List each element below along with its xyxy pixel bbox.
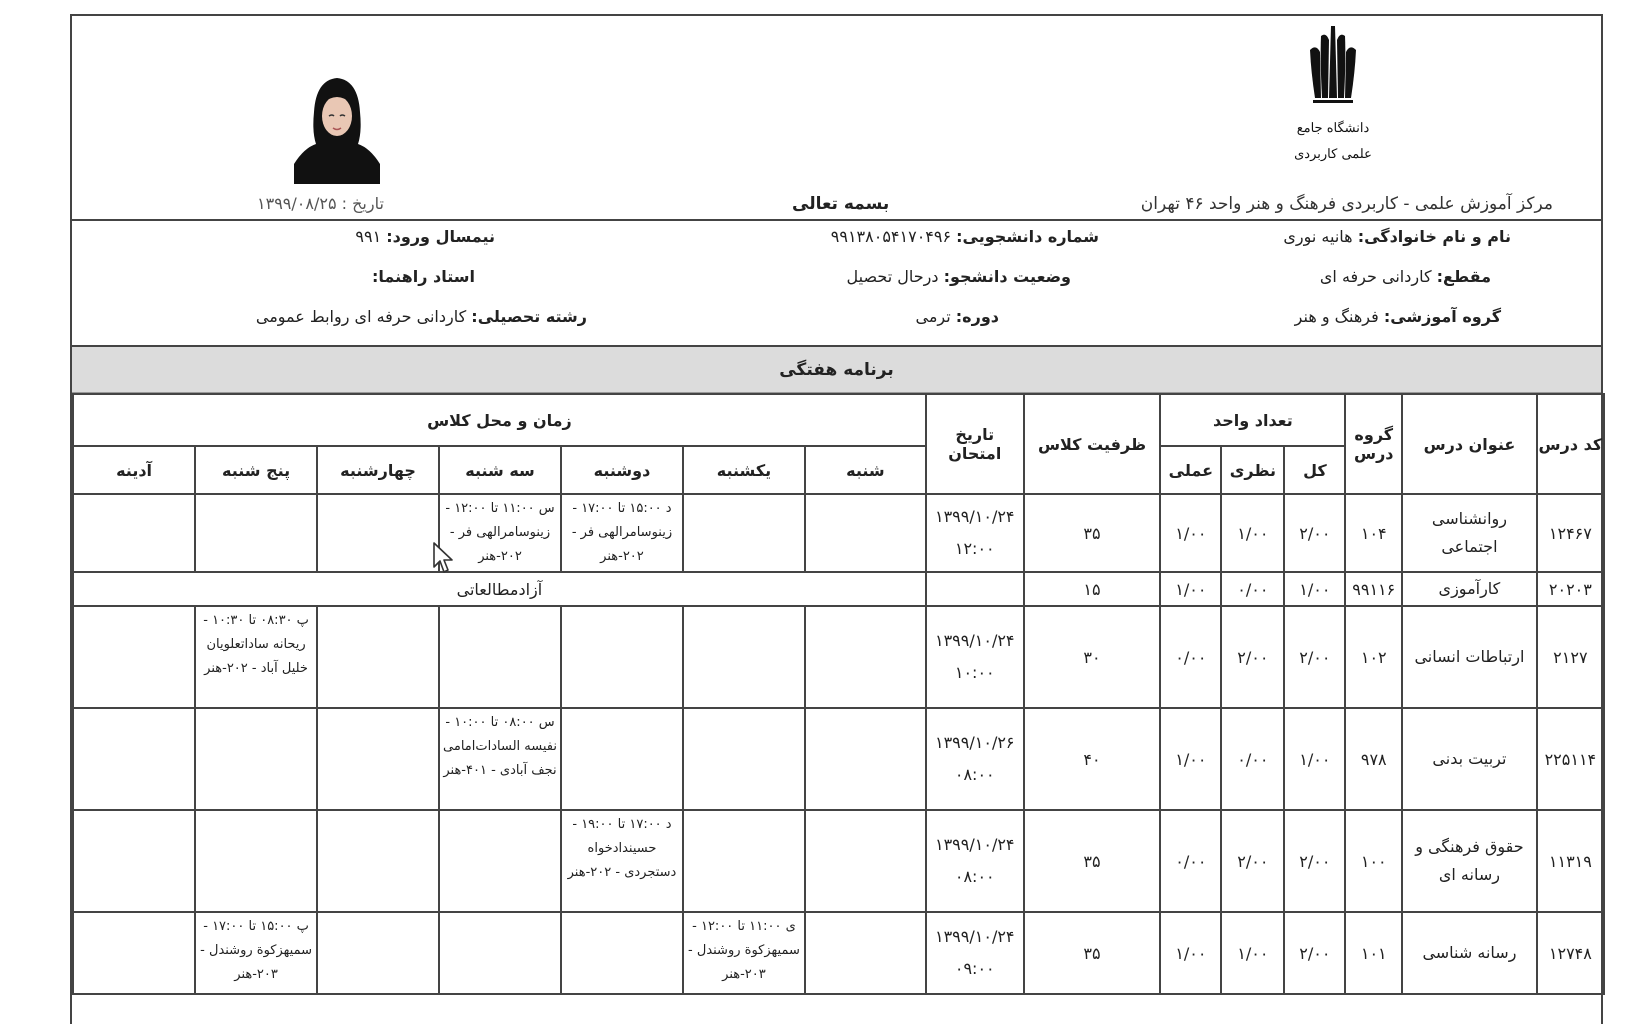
svg-text:علمی کاربردی: علمی کاربردی xyxy=(1294,147,1372,162)
cell-units-theory: ۰/۰۰ xyxy=(1221,572,1284,606)
cell-units-total: ۲/۰۰ xyxy=(1284,810,1345,912)
cell-units-total: ۲/۰۰ xyxy=(1284,912,1345,994)
cell-exam-date: ۱۳۹۹/۱۰/۲۴ ۱۰:۰۰ xyxy=(926,606,1024,708)
table-row xyxy=(73,810,1604,912)
cell-units-theory: ۱/۰۰ xyxy=(1221,494,1284,572)
cell-capacity: ۳۵ xyxy=(1024,494,1161,572)
header-day-friday: آدینه xyxy=(73,446,195,494)
header-day-monday: دوشنبه xyxy=(561,446,683,494)
header-units-practical: عملی xyxy=(1160,446,1221,494)
slot-text xyxy=(806,913,925,917)
svg-text:دانشگاه جامع: دانشگاه جامع xyxy=(1296,121,1370,136)
cell-course-title: کارآموزی xyxy=(1402,572,1537,606)
header-day-wednesday: چهارشنبه xyxy=(317,446,439,494)
slot-text xyxy=(806,607,925,611)
basmala-heading: بسمه تعالی xyxy=(792,194,890,214)
student-number: شماره دانشجویی: ۹۹۱۳۸۰۵۴۱۷۰۴۹۶ xyxy=(830,227,1099,246)
cell-slot-thursday xyxy=(195,494,317,572)
cell-exam-date: ۱۳۹۹/۱۰/۲۴ ۰۸:۰۰ xyxy=(926,810,1024,912)
cell-course-group: ۱۰۰ xyxy=(1345,810,1402,912)
cell-slot-tuesday xyxy=(439,912,561,994)
header-units-theory: نظری xyxy=(1221,446,1284,494)
header-exam-date: تاریخ امتحان xyxy=(926,394,1024,494)
cell-course-group: ۱۰۱ xyxy=(1345,912,1402,994)
header-day-thursday: پنج شنبه xyxy=(195,446,317,494)
slot-text xyxy=(74,913,194,917)
cell-slot-tuesday xyxy=(439,708,561,810)
degree-level: مقطع: کاردانی حرفه ای xyxy=(1319,267,1491,286)
cell-slot-sunday xyxy=(683,810,805,912)
slot-text: پ ۱۵:۰۰ تا ۱۷:۰۰ - سمیهزکوة روشندل - ۲۰۳-هنر xyxy=(200,919,312,982)
cell-slot-sunday xyxy=(683,494,805,572)
cell-course-code: ۲۲۵۱۱۴ xyxy=(1537,708,1604,810)
slot-text xyxy=(684,811,804,815)
cell-slot-monday xyxy=(561,708,683,810)
slot-text xyxy=(318,913,438,917)
header-day-sunday: یکشنبه xyxy=(683,446,805,494)
cell-slot-thursday xyxy=(195,606,317,708)
slot-text xyxy=(440,811,560,815)
cell-course-title: تربیت بدنی xyxy=(1402,708,1537,810)
cell-slot-friday xyxy=(73,494,195,572)
cell-units-practical: ۰/۰۰ xyxy=(1160,606,1221,708)
cell-slot-wednesday xyxy=(317,606,439,708)
header-course-title: عنوان درس xyxy=(1402,394,1537,494)
slot-text xyxy=(74,709,194,713)
slot-text: س ۰۸:۰۰ تا ۱۰:۰۰ - نفیسه السادات‌امامی نجف آبادی - ۴۰۱-هنر xyxy=(443,715,557,778)
print-date: تاریخ : ۱۳۹۹/۰۸/۲۵ xyxy=(257,194,384,213)
header-course-group: گروه درس xyxy=(1345,394,1402,494)
slot-text: ی ۱۱:۰۰ تا ۱۲:۰۰ - سمیهزکوة روشندل - ۲۰۳-هنر xyxy=(688,919,800,982)
document-header xyxy=(72,16,1601,221)
cell-capacity: ۳۰ xyxy=(1024,606,1161,708)
header-time-place: زمان و محل کلاس xyxy=(73,394,926,446)
slot-text xyxy=(562,607,682,611)
cell-slot-thursday xyxy=(195,810,317,912)
cell-capacity: ۱۵ xyxy=(1024,572,1161,606)
cell-free-study: آزادمطالعاتی xyxy=(73,572,926,606)
cell-exam-date: ۱۳۹۹/۱۰/۲۶ ۰۸:۰۰ xyxy=(926,708,1024,810)
slot-text xyxy=(684,607,804,611)
slot-text xyxy=(440,913,560,917)
header-day-tuesday: سه شنبه xyxy=(439,446,561,494)
student-info xyxy=(72,221,1601,347)
cell-slot-tuesday xyxy=(439,606,561,708)
cell-slot-monday xyxy=(561,606,683,708)
cell-units-theory: ۰/۰۰ xyxy=(1221,708,1284,810)
cell-slot-friday xyxy=(73,606,195,708)
cell-slot-thursday xyxy=(195,912,317,994)
slot-text xyxy=(562,913,682,917)
cell-slot-thursday xyxy=(195,708,317,810)
cell-slot-sunday xyxy=(683,708,805,810)
cell-units-practical: ۰/۰۰ xyxy=(1160,810,1221,912)
slot-text xyxy=(318,607,438,611)
cell-units-practical: ۱/۰۰ xyxy=(1160,572,1221,606)
slot-text xyxy=(440,607,560,611)
study-period: دوره: ترمی xyxy=(915,307,999,326)
cell-capacity: ۳۵ xyxy=(1024,912,1161,994)
slot-text xyxy=(318,811,438,815)
cell-slot-tuesday xyxy=(439,494,561,572)
cell-slot-friday xyxy=(73,810,195,912)
cell-exam-date xyxy=(926,572,1024,606)
table-row xyxy=(73,912,1604,994)
cell-course-group: ۱۰۴ xyxy=(1345,494,1402,572)
center-name: مرکز آموزش علمی - کاربردی فرهنگ و هنر واحد ۴۶ تهران xyxy=(1140,194,1553,214)
cell-slot-saturday xyxy=(805,912,926,994)
cell-slot-tuesday xyxy=(439,810,561,912)
slot-text xyxy=(74,495,194,499)
cell-units-total: ۱/۰۰ xyxy=(1284,572,1345,606)
cell-slot-wednesday xyxy=(317,810,439,912)
cell-course-title: ارتباطات انسانی xyxy=(1402,606,1537,708)
slot-text xyxy=(74,607,194,611)
cell-course-title: حقوق فرهنگی و رسانه ای xyxy=(1402,810,1537,912)
header-units: تعداد واحد xyxy=(1160,394,1345,446)
cell-course-group: ۱۰۲ xyxy=(1345,606,1402,708)
header-capacity: ظرفیت کلاس xyxy=(1024,394,1161,494)
slot-text xyxy=(806,495,925,499)
registration-document xyxy=(70,14,1603,1024)
slot-text xyxy=(684,709,804,713)
slot-text xyxy=(196,811,316,815)
cell-course-code: ۲۱۲۷ xyxy=(1537,606,1604,708)
cell-course-code: ۱۲۷۴۸ xyxy=(1537,912,1604,994)
slot-text xyxy=(806,811,925,815)
cell-course-title: رسانه شناسی xyxy=(1402,912,1537,994)
student-name: نام و نام خانوادگی: هانیه نوری xyxy=(1283,227,1511,246)
cell-exam-date: ۱۳۹۹/۱۰/۲۴ ۱۲:۰۰ xyxy=(926,494,1024,572)
cell-course-group: ۹۹۱۱۶ xyxy=(1345,572,1402,606)
slot-text xyxy=(684,495,804,499)
slot-text: پ ۰۸:۳۰ تا ۱۰:۳۰ - ریحانه ساداتعلویان خلیل آباد - ۲۰۲-هنر xyxy=(203,613,309,676)
university-logo-icon xyxy=(1293,20,1373,180)
cell-slot-sunday xyxy=(683,606,805,708)
cell-units-practical: ۱/۰۰ xyxy=(1160,494,1221,572)
cell-units-total: ۱/۰۰ xyxy=(1284,708,1345,810)
table-row xyxy=(73,494,1604,572)
cell-slot-sunday xyxy=(683,912,805,994)
table-row xyxy=(73,572,1604,606)
cell-course-group: ۹۷۸ xyxy=(1345,708,1402,810)
cell-units-practical: ۱/۰۰ xyxy=(1160,708,1221,810)
cell-units-practical: ۱/۰۰ xyxy=(1160,912,1221,994)
slot-text: س ۱۱:۰۰ تا ۱۲:۰۰ - زینوسامرالهی فر - ۲۰۲-هنر xyxy=(445,501,555,564)
cell-slot-wednesday xyxy=(317,912,439,994)
slot-text: د ۱۷:۰۰ تا ۱۹:۰۰ - حسیندادخواه دستجردی - ۲۰۲-هنر xyxy=(567,817,677,880)
header-day-saturday: شنبه xyxy=(805,446,926,494)
table-row xyxy=(73,708,1604,810)
table-row xyxy=(73,606,1604,708)
slot-text xyxy=(318,495,438,499)
cell-capacity: ۴۰ xyxy=(1024,708,1161,810)
slot-text xyxy=(74,811,194,815)
cell-slot-friday xyxy=(73,708,195,810)
cell-course-code: ۱۲۴۶۷ xyxy=(1537,494,1604,572)
cell-slot-monday xyxy=(561,494,683,572)
slot-text xyxy=(196,709,316,713)
cell-course-title: روانشناسی اجتماعی xyxy=(1402,494,1537,572)
slot-text xyxy=(806,709,925,713)
slot-text xyxy=(318,709,438,713)
cell-slot-monday xyxy=(561,810,683,912)
header-units-total: کل xyxy=(1284,446,1345,494)
advisor: استاد راهنما: xyxy=(372,267,475,286)
slot-text xyxy=(196,495,316,499)
cell-slot-saturday xyxy=(805,606,926,708)
field-of-study: رشته تحصیلی: کاردانی حرفه ای روابط عمومی xyxy=(255,307,587,326)
slot-text xyxy=(562,709,682,713)
cell-slot-saturday xyxy=(805,810,926,912)
cell-units-theory: ۲/۰۰ xyxy=(1221,606,1284,708)
cell-course-code: ۱۱۳۱۹ xyxy=(1537,810,1604,912)
cell-units-theory: ۱/۰۰ xyxy=(1221,912,1284,994)
cell-units-total: ۲/۰۰ xyxy=(1284,494,1345,572)
cell-units-theory: ۲/۰۰ xyxy=(1221,810,1284,912)
weekly-schedule-title: برنامه هفتگی xyxy=(72,347,1601,393)
header-course-code: کد درس xyxy=(1537,394,1604,494)
cell-slot-friday xyxy=(73,912,195,994)
cell-slot-saturday xyxy=(805,708,926,810)
cell-capacity: ۳۵ xyxy=(1024,810,1161,912)
cell-slot-saturday xyxy=(805,494,926,572)
cell-course-code: ۲۰۲۰۳ xyxy=(1537,572,1604,606)
cell-exam-date: ۱۳۹۹/۱۰/۲۴ ۰۹:۰۰ xyxy=(926,912,1024,994)
cell-units-total: ۲/۰۰ xyxy=(1284,606,1345,708)
entry-term: نیمسال ورود: ۹۹۱ xyxy=(355,227,495,246)
cell-slot-wednesday xyxy=(317,708,439,810)
schedule-table xyxy=(72,393,1605,995)
student-status: وضعیت دانشجو: درحال تحصیل xyxy=(846,267,1071,286)
slot-text: د ۱۵:۰۰ تا ۱۷:۰۰ - زینوسامرالهی فر - ۲۰۲-هنر xyxy=(571,501,673,564)
cell-slot-wednesday xyxy=(317,494,439,572)
student-photo xyxy=(294,72,380,184)
cell-slot-monday xyxy=(561,912,683,994)
education-group: گروه آموزشی: فرهنگ و هنر xyxy=(1294,307,1501,326)
